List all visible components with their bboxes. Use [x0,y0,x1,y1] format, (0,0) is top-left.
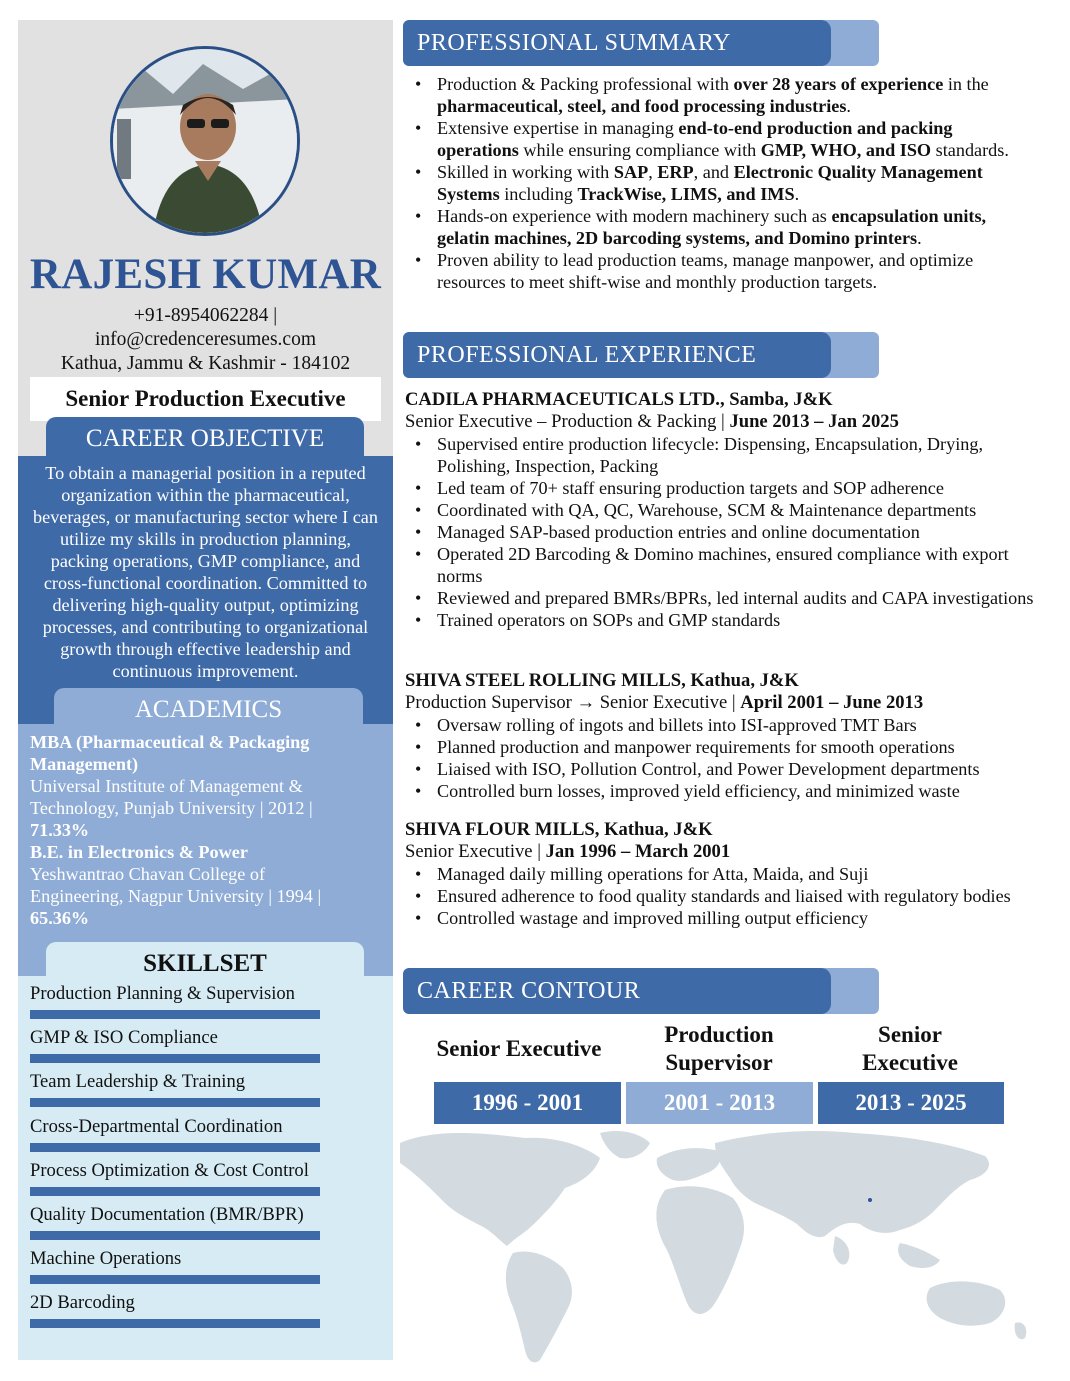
career-objective-heading: CAREER OBJECTIVE [46,417,364,461]
job-bullets [405,433,1035,631]
career-contour-heading [403,968,879,1014]
job-bullet: • Supervised entire production lifecycle: Dispensing, Encapsulation, Drying, Polishing, Inspection, Packing [405,433,1035,477]
summary-bullet: • Skilled in working with SAP, ERP, and Electronic Quality Management Systems including TrackWise, LIMS, and IMS. [405,161,1035,205]
career-objective-text: To obtain a managerial position in a reputed organization within the pharmaceutical, beverages, or manufacturing sector where I can utilize my skills in production planning, packing operations, GMP compliance, and cross-functional coordination. Committed to delivering high-quality output, optimizing processes, and contributing to organizational growth through effective leadership and continuous improvement. [33,463,378,681]
company-name: CADILA PHARMACEUTICALS LTD., Samba, J&K [405,389,833,410]
degree-score: 65.36% [30,908,90,928]
contour-role: Production Supervisor [664,1022,774,1075]
skill-name: Production Planning & Supervision [30,983,295,1004]
job-position: Production Supervisor → Senior Executive [405,692,728,713]
skill-name: 2D Barcoding [30,1292,135,1314]
job-bullet: • Trained operators on SOPs and GMP standards [405,609,1035,631]
email-address: info@credenceresumes.com [95,329,316,350]
skill-item [30,1159,330,1203]
job-bullet: • Controlled wastage and improved milling output efficiency [405,907,1035,929]
job-bullet: • Coordinated with QA, QC, Warehouse, SCM & Maintenance departments [405,499,1035,521]
section-title: PROFESSIONAL EXPERIENCE [417,342,757,368]
professional-summary [405,73,1035,293]
skillset-heading: SKILLSET [46,942,364,986]
academics-heading: ACADEMICS [54,688,363,732]
summary-bullet: • Production & Packing professional with over 28 years of experience in the pharmaceutical, steel, and food processing industries. [405,73,1035,117]
skill-item [30,1070,330,1114]
section-title: PROFESSIONAL SUMMARY [417,30,731,56]
phone-number: +91-8954062284 | [133,305,278,326]
candidate-name: RAJESH KUMAR [29,251,382,298]
job-bullet: • Managed SAP-based production entries and online documentation [405,521,1035,543]
skill-bar [30,1187,320,1196]
job-bullet: • Operated 2D Barcoding & Domino machines, ensured compliance with export norms [405,543,1035,587]
job-line: Senior Executive – Production & Packing | June 2013 – Jan 2025 [405,411,899,432]
skill-bar [30,1010,320,1019]
section-title: CAREER CONTOUR [417,978,641,1004]
career-objective-panel [18,456,393,724]
role-box [30,377,381,421]
contour-years: 1996 - 2001 [434,1082,621,1124]
current-role: Senior Production Executive [65,386,346,411]
company-name: SHIVA FLOUR MILLS, Kathua, J&K [405,819,713,840]
job-period: June 2013 – Jan 2025 [729,411,899,432]
summary-bullet: • Extensive expertise in managing end-to-end production and packing operations while ensuring compliance with GMP, WHO, and ISO standards. [405,117,1035,161]
professional-summary-heading [403,20,879,66]
job-period: April 2001 – June 2013 [740,692,924,713]
skill-bar [30,1143,320,1152]
company-name: SHIVA STEEL ROLLING MILLS, Kathua, J&K [405,670,799,691]
job-line: Senior Executive | Jan 1996 – March 2001 [405,841,731,862]
skill-item [30,1203,330,1247]
skill-bar [30,1054,320,1063]
skill-name: Cross-Departmental Coordination [30,1115,283,1137]
skill-name: Process Optimization & Cost Control [30,1159,309,1181]
job-bullet: • Planned production and manpower requirements for smooth operations [405,736,1035,758]
degree-title: B.E. in Electronics & Power [30,842,248,862]
location: Kathua, Jammu & Kashmir - 184102 [60,353,351,374]
career-contour-roles [434,1018,1004,1080]
degree-institute: Yeshwantrao Chavan College of Engineering, Nagpur University | 1994 | [30,864,322,906]
job-bullet: • Ensured adherence to food quality standards and liaised with regulatory bodies [405,885,1035,907]
skill-bar [30,1319,320,1328]
professional-experience-heading [403,332,879,378]
skill-item [30,1291,330,1335]
skill-item [30,982,330,1026]
job-line: Production Supervisor → Senior Executive | April 2001 – June 2013 [405,692,924,713]
contour-years: 2013 - 2025 [818,1082,1004,1124]
contour-years: 2001 - 2013 [626,1082,813,1124]
summary-bullet: • Hands-on experience with modern machinery such as encapsulation units, gelatin machines, 2D barcoding systems, and Domino printers. [405,205,1035,249]
skill-bar [30,1098,320,1107]
job-bullets [405,714,1035,802]
job-bullet: • Led team of 70+ staff ensuring production targets and SOP adherence [405,477,1035,499]
job-bullet: • Oversaw rolling of ingots and billets into ISI-approved TMT Bars [405,714,1035,736]
degree-score: 71.33% [30,820,90,840]
job-position: Senior Executive [405,841,533,862]
contour-role: Senior Executive [436,1036,602,1061]
job-position: Senior Executive – Production & Packing [405,411,717,432]
skill-item [30,1247,330,1291]
profile-photo [110,46,300,236]
skill-name: Machine Operations [30,1248,182,1270]
degree-title: MBA (Pharmaceutical & Packaging Management) [30,732,310,774]
summary-bullet: • Proven ability to lead production teams, manage manpower, and optimize resources to meet shift-wise and monthly production targets. [405,249,1035,293]
skill-item [30,1115,330,1159]
contour-role: Senior Executive [862,1022,958,1075]
experience-entry [405,670,1035,802]
skill-name: Quality Documentation (BMR/BPR) [30,1203,304,1225]
job-bullet: • Liaised with ISO, Pollution Control, and Power Development departments [405,758,1035,780]
job-bullets [405,863,1035,929]
job-period: Jan 1996 – March 2001 [545,841,731,862]
job-bullet: • Controlled burn losses, improved yield efficiency, and minimized waste [405,780,1035,802]
skill-item [30,1026,330,1070]
degree-institute: Universal Institute of Management & Technology, Punjab University | 2012 | [30,776,313,818]
experience-entry [405,389,1035,631]
summary-list [405,73,1035,293]
skill-name: Team Leadership & Training [30,1071,246,1093]
experience-entry [405,819,1035,929]
skill-bar [30,1275,320,1284]
job-bullet: • Managed daily milling operations for Atta, Maida, and Suji [405,863,1035,885]
skill-bar [30,1231,320,1240]
world-map-icon [395,1128,1040,1373]
skill-name: GMP & ISO Compliance [30,1027,218,1049]
contact-block [18,304,393,376]
job-bullet: • Reviewed and prepared BMRs/BPRs, led internal audits and CAPA investigations [405,587,1035,609]
skill-list [30,982,330,1336]
academics-list [30,731,360,929]
